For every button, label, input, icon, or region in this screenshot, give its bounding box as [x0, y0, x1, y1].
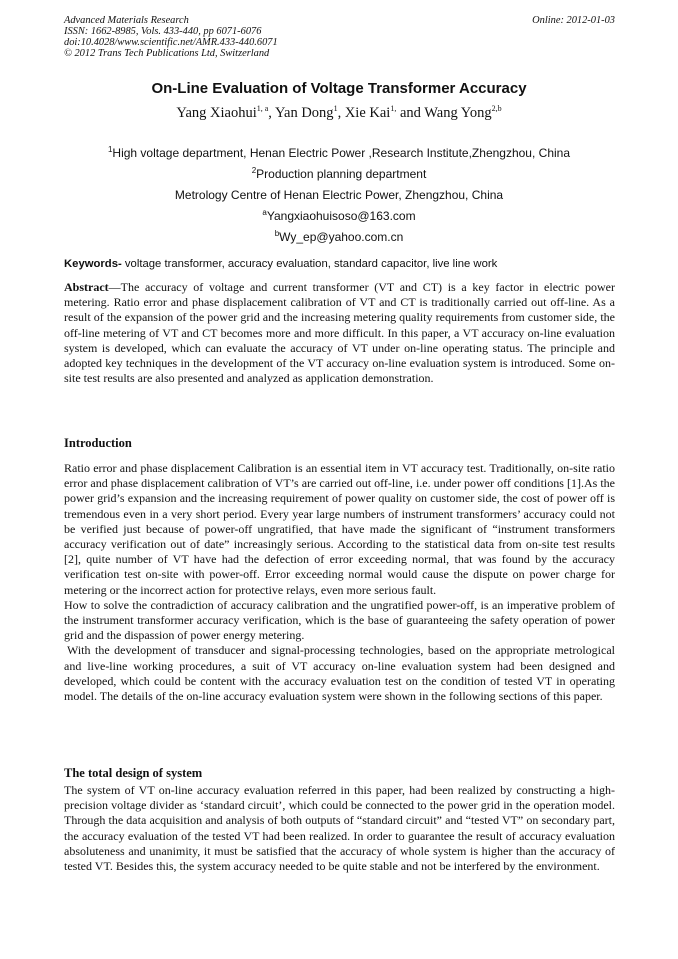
journal-header	[64, 15, 278, 59]
paragraph: The system of VT on-line accuracy evaluation referred in this paper, had been realized by constructing a high-precision voltage divider as ‘standard circuit’, which could be connected to the power grid in the operation model. Through the data acquisition and analysis of both outputs of “standard circuit” and “tested VT” on secondary part, the accuracy evaluation of the tested VT had been realized. In order to guarantee the result of accuracy evaluation absoluteness and unanimity, it must be satisfied that the accuracy of whole system is higher than the accuracy of tested VT. Besides this, the system accuracy needed to be quite stable and not be interfered by the environment.	[64, 783, 615, 874]
paragraph: With the development of transducer and signal-processing technologies, based on the appropriate metrological and live-line working procedures, a suit of VT accuracy on-line evaluation system had been designed and developed, which could be content with the accuracy evaluation test on the condition of tested VT in operating model. The details of the on-line accuracy evaluation system were shown in the following sections of this paper.	[64, 643, 615, 704]
email-b	[0, 229, 678, 244]
keywords	[64, 258, 624, 270]
author-list	[0, 104, 678, 122]
affiliation-2	[0, 166, 678, 181]
system-design-body	[64, 783, 615, 874]
paragraph: Ratio error and phase displacement Calibration is an essential item in VT accuracy test. Traditionally, on-site ratio error and phase displacement calibration of VT’s are carried out off-line, i.e. under power off conditions [1].As the power grid’s expansion and the increasing requirement of power quality on customer side, the cost of power off is tremendous even in a very short period. Every year large numbers of instrument transformers’ accuracy could not be verified just because of power-off ungratified, that have made the significant of “instrument transformers accuracy verification out of date” increasingly serious. According to the statistical data from on-site test results [2], quite number of VT have had the defection of error exceeding normal, that was found by the accuracy verification test on-site with power-off. Error exceeding normal would cause the dispute on power charge for metering or the incorrect action for protective relays, even more serious fault.	[64, 461, 615, 597]
affiliation-mark: 2	[251, 166, 257, 175]
author-separator: ,	[268, 104, 275, 121]
author-name: Yan Dong	[275, 104, 334, 121]
introduction-body	[64, 461, 615, 704]
affiliation-mark: 1	[107, 145, 113, 154]
author-separator: and	[396, 104, 425, 121]
author-affiliation-mark: 1,	[390, 104, 397, 113]
affiliation-text: Production planning department	[256, 167, 427, 181]
abstract	[64, 280, 615, 386]
paper-title: On-Line Evaluation of Voltage Transformer Accuracy	[151, 80, 527, 97]
author-affiliation-mark: 1	[333, 104, 338, 113]
copyright-line: © 2012 Trans Tech Publications Ltd, Switzerland	[64, 48, 270, 59]
author-name: Wang Yong	[424, 104, 492, 121]
affiliation-1	[0, 145, 678, 160]
paragraph: How to solve the contradiction of accuracy calibration and the ungratified power-off, is an imperative problem of the instrument transformer accuracy verification, which is the base of guaranteeing the safety operation of power grid and the dispassion of power energy metering.	[64, 597, 615, 643]
abstract-text: —The accuracy of voltage and current transformer (VT and CT) is a key factor in electric power metering. Ratio error and phase displacement calibration of VT and CT is traditionally carried out off-line. As a result of the expansion of the power grid and the increasing metering quality requirements from customer side, the off-line metering of VT and CT becomes more and more difficult. In this paper, a VT accuracy on-line evaluation system is developed, which can evaluate the accuracy of VT under on-line operating status. The principle and adopted key techniques in the development of the VT accuracy on-line evaluation system is introduced. Some on-site test results are also presented and analyzed as application demonstration.	[64, 280, 615, 386]
abstract-label: Abstract	[64, 280, 109, 294]
email-address[interactable]: Yangxiaohuisoso@163.com	[266, 209, 416, 223]
author-name: Xie Kai	[344, 104, 391, 121]
online-date: Online: 2012-01-03	[532, 15, 615, 26]
keywords-label: Keywords-	[64, 258, 122, 270]
author-affiliation-mark: 1, a	[256, 104, 269, 113]
email-mark: b	[274, 229, 280, 238]
affiliation-3: Metrology Centre of Henan Electric Power, Zhengzhou, China	[174, 188, 504, 202]
author-separator: ,	[337, 104, 345, 121]
affiliation-text: High voltage department, Henan Electric Power ,Research Institute,Zhengzhou, China	[112, 146, 571, 160]
email-a	[0, 208, 678, 223]
issn-line: ISSN: 1662-8985, Vols. 433-440, pp 6071-6076	[64, 26, 262, 37]
author-name: Yang Xiaohui	[176, 104, 257, 121]
email-mark: a	[262, 208, 267, 217]
email-address[interactable]: Wy_ep@yahoo.com.cn	[279, 230, 404, 244]
introduction-heading: Introduction	[64, 436, 132, 450]
keywords-text: voltage transformer, accuracy evaluation, standard capacitor, live line work	[121, 258, 498, 270]
author-affiliation-mark: 2,b	[491, 104, 502, 113]
system-design-heading: The total design of system	[64, 766, 203, 780]
journal-name: Advanced Materials Research	[64, 15, 189, 26]
doi-line: doi:10.4028/www.scientific.net/AMR.433-440.6071	[64, 37, 278, 48]
